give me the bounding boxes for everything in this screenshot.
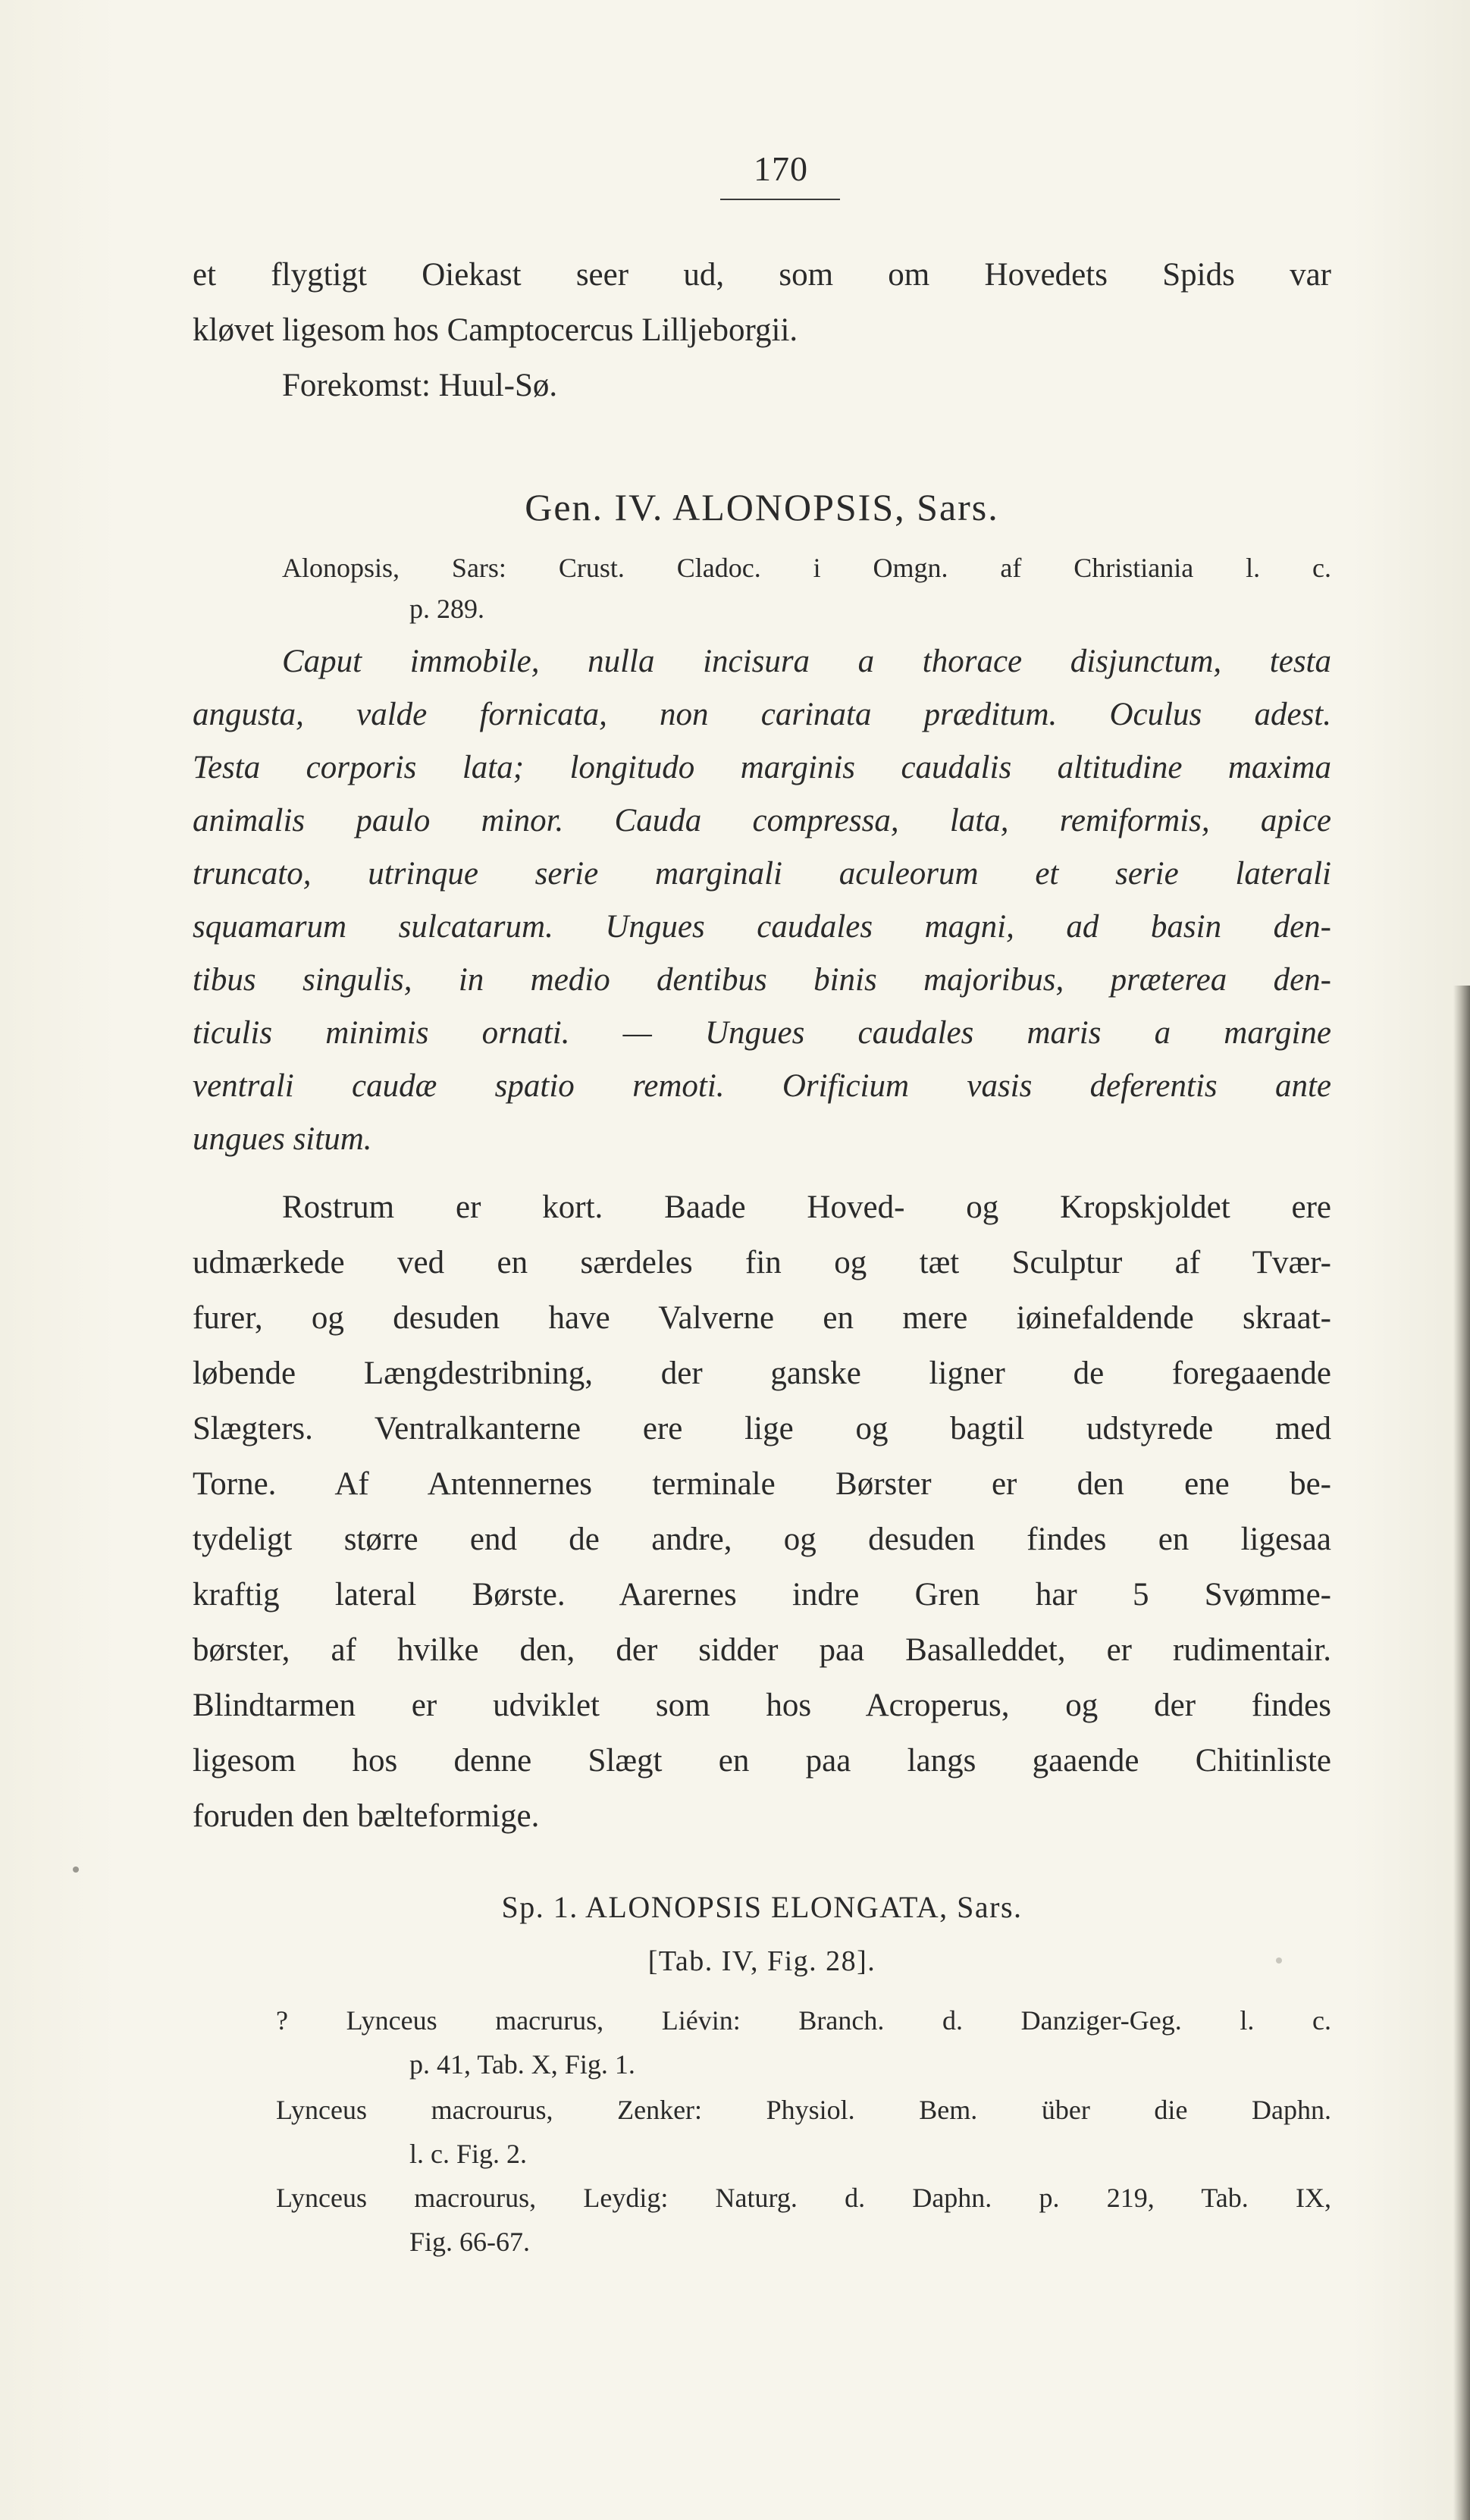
danish-line-9: børster, af hvilke den, der sidder paa Basalleddet, er rudimentair.: [193, 1632, 1331, 1668]
latin-line-1: Caput immobile, nulla incisura a thorace disjunctum, testa: [282, 644, 1331, 679]
synonym-line-1: ? Lynceus macrurus, Liévin: Branch. d. Danziger-Geg. l. c.: [276, 2005, 1331, 2036]
danish-line-4: løbende Længdestribning, der ganske ligner de foregaaende: [193, 1356, 1331, 1391]
synonym-line-6: Fig. 66-67.: [409, 2227, 531, 2257]
latin-line-6: squamarum sulcatarum. Ungues caudales magni, ad basin den-: [193, 909, 1331, 945]
page-number: 170: [754, 149, 808, 188]
print-speck: [73, 1866, 79, 1873]
synonym-line-2: p. 41, Tab. X, Fig. 1.: [409, 2049, 635, 2080]
intro-line-2: kløvet ligesom hos Camptocercus Lilljeborgii.: [193, 312, 798, 348]
synonym-line-3: Lynceus macrourus, Zenker: Physiol. Bem. über die Daphn.: [276, 2095, 1331, 2125]
danish-line-1: Rostrum er kort. Baade Hoved- og Kropskjoldet ere: [282, 1189, 1331, 1225]
species-heading: Sp. 1. ALONOPSIS ELONGATA, Sars.: [501, 1890, 1023, 1924]
synonym-line-4: l. c. Fig. 2.: [409, 2139, 528, 2169]
page-edge-shadow: [1453, 986, 1470, 2520]
genus-reference-line-1: Alonopsis, Sars: Crust. Cladoc. i Omgn. af Christiania l. c.: [282, 553, 1331, 583]
genus-reference-line-2: p. 289.: [409, 594, 484, 624]
species-figure-reference: [Tab. IV, Fig. 28].: [647, 1945, 876, 1977]
danish-line-3: furer, og desuden have Valverne en mere iøinefaldende skraat-: [193, 1300, 1331, 1336]
latin-line-3: Testa corporis lata; longitudo marginis caudalis altitudine maxima: [193, 750, 1331, 785]
latin-line-7: tibus singulis, in medio dentibus binis majoribus, præterea den-: [193, 962, 1331, 998]
latin-line-9: ventrali caudæ spatio remoti. Orificium vasis deferentis ante: [193, 1068, 1331, 1104]
latin-line-5: truncato, utrinque serie marginali aculeorum et serie laterali: [193, 856, 1331, 892]
occurrence-line: Forekomst: Huul-Sø.: [282, 368, 558, 403]
latin-line-8: ticulis minimis ornati. — Ungues caudales maris a margine: [193, 1015, 1331, 1051]
latin-line-2: angusta, valde fornicata, non carinata præditum. Oculus adest.: [193, 697, 1331, 732]
danish-line-12: foruden den bælteformige.: [193, 1798, 540, 1834]
genus-heading: Gen. IV. ALONOPSIS, Sars.: [525, 486, 999, 528]
danish-line-6: Torne. Af Antennernes terminale Børster er den ene be-: [193, 1466, 1331, 1502]
danish-line-5: Slægters. Ventralkanterne ere lige og bagtil udstyrede med: [193, 1411, 1331, 1446]
synonym-line-5: Lynceus macrourus, Leydig: Naturg. d. Daphn. p. 219, Tab. IX,: [276, 2183, 1331, 2213]
danish-line-8: kraftig lateral Børste. Aarernes indre Gren har 5 Svømme-: [193, 1577, 1331, 1613]
danish-line-7: tydeligt større end de andre, og desuden findes en ligesaa: [193, 1522, 1331, 1557]
page-number-rule: [720, 199, 840, 200]
danish-line-10: Blindtarmen er udviklet som hos Acroperus, og der findes: [193, 1688, 1331, 1723]
danish-line-2: udmærkede ved en særdeles fin og tæt Sculptur af Tvær-: [193, 1245, 1331, 1280]
latin-line-10: ungues situm.: [193, 1121, 372, 1157]
intro-line-1: et flygtigt Oiekast seer ud, som om Hovedets Spids var: [193, 257, 1331, 293]
danish-line-11: ligesom hos denne Slægt en paa langs gaaende Chitinliste: [193, 1743, 1331, 1779]
latin-line-4: animalis paulo minor. Cauda compressa, lata, remiformis, apice: [193, 803, 1331, 838]
